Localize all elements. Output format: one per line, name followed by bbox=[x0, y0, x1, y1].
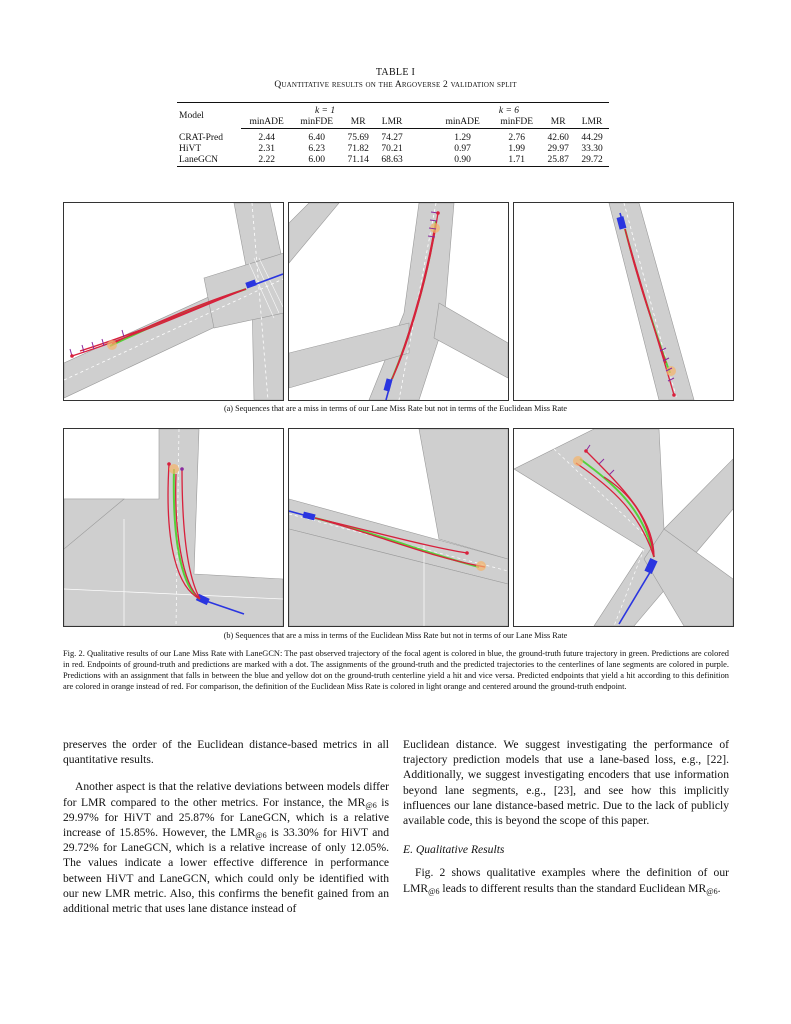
cell: 2.22 bbox=[241, 155, 292, 167]
col-header: minADE bbox=[241, 117, 292, 129]
left-column bbox=[63, 737, 389, 916]
cell: 71.82 bbox=[347, 144, 369, 154]
panel-b3 bbox=[513, 428, 734, 627]
cell: 44.29 bbox=[581, 133, 603, 143]
section-heading: E. Qualitative Results bbox=[403, 843, 505, 857]
paragraph: preserves the order of the Euclidean distance-based metrics in all quantitative results. bbox=[63, 738, 389, 767]
results-table bbox=[177, 102, 609, 167]
subcaption-b: (b) Sequences that are a miss in terms of the Euclidean Miss Rate but not in terms of our Lane Miss Rate bbox=[223, 631, 568, 640]
col-header: MR bbox=[341, 117, 375, 129]
panel-b1 bbox=[63, 428, 284, 627]
table-row bbox=[177, 155, 609, 167]
table-row bbox=[177, 144, 609, 155]
subcaption-a: (a) Sequences that are a miss in terms of our Lane Miss Rate but not in terms of the Euclidean Miss Rate bbox=[223, 404, 568, 413]
cell: 6.40 bbox=[308, 133, 326, 143]
cell: 0.97 bbox=[454, 144, 471, 154]
cell: 6.23 bbox=[308, 144, 326, 154]
cell: 1.29 bbox=[454, 133, 471, 143]
cell: 1.99 bbox=[508, 144, 526, 154]
cell: 1.71 bbox=[492, 155, 541, 167]
cell: 2.44 bbox=[258, 133, 275, 143]
table-title: TABLE I bbox=[375, 67, 416, 78]
col-header: minFDE bbox=[292, 117, 341, 129]
panel-b2 bbox=[288, 428, 509, 627]
cell: 42.60 bbox=[547, 133, 569, 143]
cell: 2.31 bbox=[258, 144, 275, 154]
cell: 33.30 bbox=[581, 144, 603, 154]
cell: 70.21 bbox=[381, 144, 403, 154]
paragraph: Another aspect is that the relative deviations between models differ for LMR compared to the other metrics. For instance, the $MR_{@6}$ is 29.97% for HiVT and 25.87% for LaneGCN, which is a relative increase of 15.85%. However, the $LMR_{@6}$ is 33.30% for HiVT and 29.72% for LaneGCN, which is a relative increase of only 12.05%. The values indicate a lower effective difference in performance between HiVT and LaneGCN, which could only be identified with our new LMR metric. Also, this confirms the benefit gained from an additional metric that uses lane distance instead of bbox=[63, 780, 389, 916]
cell: 68.63 bbox=[375, 155, 409, 167]
cell: 71.14 bbox=[341, 155, 375, 167]
figure-caption: Fig. 2. Qualitative results of our Lane Miss Rate with LaneGCN: The past observed trajectory of the focal agent is colored in blue, the ground-truth future trajectory in green. Predictions are colored in red. Endpoints of ground-truth and predictions are marked with a dot. The assignments of the ground-truth and the predicted trajectories to the centerlines of lane segments are colored in purple. Predictions with an assignment that falls in between the blue and yellow dot on the ground-truth centerline yield a hit and vice versa. Predicted endpoints that yield a hit according to this definition are colored in orange instead of red. For comparison, the definition of the Euclidean Miss Rate is colored in light orange and centered around the ground-truth endpoint. bbox=[63, 649, 729, 691]
cell: 29.97 bbox=[547, 144, 569, 154]
cell: 6.00 bbox=[292, 155, 341, 167]
col-header: minADE bbox=[409, 117, 492, 129]
col-header: minFDE bbox=[492, 117, 541, 129]
cell: 0.90 bbox=[409, 155, 492, 167]
row-model: HiVT bbox=[179, 144, 202, 154]
k1-header: k = 1 bbox=[314, 106, 336, 116]
panel-a2 bbox=[288, 202, 509, 401]
cell: 25.87 bbox=[541, 155, 575, 167]
panel-a3 bbox=[513, 202, 734, 401]
table-caption: Quantitative results on the Argoverse 2 validation split bbox=[274, 80, 517, 90]
table-row bbox=[177, 129, 609, 145]
col-header: LMR bbox=[375, 117, 409, 129]
row-model: LaneGCN bbox=[177, 155, 241, 167]
model-header: Model bbox=[179, 111, 204, 122]
cell: 75.69 bbox=[347, 133, 369, 143]
cell: 74.27 bbox=[381, 133, 403, 143]
col-header: MR bbox=[541, 117, 575, 129]
panel-a1 bbox=[63, 202, 284, 401]
right-column bbox=[403, 737, 729, 896]
k6-header: k = 6 bbox=[498, 106, 520, 116]
paragraph: Euclidean distance. We suggest investigating the performance of trajectory prediction models that use a lane-based loss, e.g., [22]. Additionally, we suggest investigating encoders that use information beyond lane segments, e.g., [23], and see how this implicitly influences our lane distance-based metric. Due to the lack of publicly available code, this is beyond the scope of this paper. bbox=[403, 738, 729, 828]
col-header: LMR bbox=[575, 117, 609, 129]
cell: 2.76 bbox=[508, 133, 526, 143]
cell: 29.72 bbox=[575, 155, 609, 167]
paragraph: Fig. 2 shows qualitative examples where the definition of our $LMR_{@6}$ leads to different results than the standard Euclidean $MR_{@6}$. bbox=[403, 866, 729, 896]
row-model: CRAT-Pred bbox=[179, 132, 223, 143]
